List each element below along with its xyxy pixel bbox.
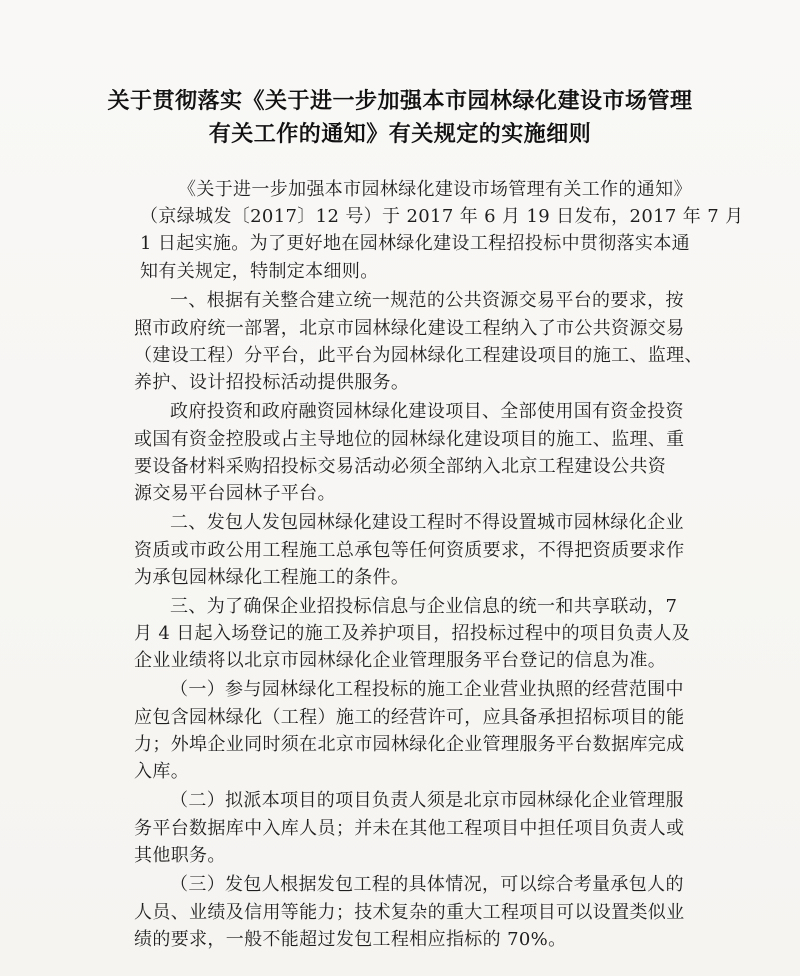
body-line: 三、为了确保企业招投标信息与企业信息的统一和共享联动，7 <box>170 596 678 617</box>
body-line: 一、根据有关整合建立统一规范的公共资源交易平台的要求，按 <box>170 290 684 311</box>
body-line: 应包含园林绿化（工程）施工的经营许可，应具备承担招标项目的能 <box>134 707 685 728</box>
body-line: （一）参与园林绿化工程投标的施工企业营业执照的经营范围中 <box>170 679 684 700</box>
document-title-line-1: 关于贯彻落实《关于进一步加强本市园林绿化建设市场管理 <box>107 89 693 114</box>
body-line: （二）拟派本项目的项目负责人须是北京市园林绿化企业管理服 <box>170 790 684 811</box>
body-line: 政府投资和政府融资园林绿化建设项目、全部使用国有资金投资 <box>170 401 684 422</box>
body-line: 人员、业绩及信用等能力；技术复杂的重大工程项目可以设置类似业 <box>134 902 685 923</box>
body-line: （京绿城发〔2017〕12 号）于 2017 年 6 月 19 日发布，2017 年 7 月 <box>140 206 744 227</box>
body-line: 养护、设计招投标活动提供服务。 <box>134 372 410 393</box>
body-line: 《关于进一步加强本市园林绿化建设市场管理有关工作的通知》 <box>178 179 692 200</box>
body-line: （三）发包人根据发包工程的具体情况，可以综合考量承包人的 <box>170 874 684 895</box>
body-line: 照市政府统一部署，北京市园林绿化建设工程纳入了市公共资源交易 <box>134 318 685 339</box>
body-line: 源交易平台园林子平台。 <box>134 483 336 504</box>
body-line: 力；外埠企业同时须在北京市园林绿化企业管理服务平台数据库完成 <box>134 734 685 755</box>
body-line: 为承包园林绿化工程施工的条件。 <box>134 567 410 588</box>
body-line: 其他职务。 <box>134 845 226 866</box>
document-title-line-2: 有关工作的通知》有关规定的实施细则 <box>208 122 592 147</box>
body-line: 企业业绩将以北京市园林绿化企业管理服务平台登记的信息为准。 <box>134 650 667 671</box>
body-line: 知有关规定，特制定本细则。 <box>140 261 379 282</box>
body-line: （建设工程）分平台，此平台为园林绿化工程建设项目的施工、监理、 <box>134 345 703 366</box>
body-line: 月 4 日起入场登记的施工及养护项目，招投标过程中的项目负责人及 <box>134 623 691 644</box>
body-line: 要设备材料采购招投标交易活动必须全部纳入北京工程建设公共资 <box>134 456 667 477</box>
body-line: 资质或市政公用工程施工总承包等任何资质要求，不得把资质要求作 <box>134 540 685 561</box>
body-line: 绩的要求，一般不能超过发包工程相应指标的 70%。 <box>134 929 567 950</box>
body-line: 务平台数据库中入库人员；并未在其他工程项目中担任项目负责人或 <box>134 818 685 839</box>
body-line: 入库。 <box>134 761 190 782</box>
body-line: 1 日起实施。为了更好地在园林绿化建设工程招投标中贯彻落实本通 <box>140 233 691 254</box>
body-line: 二、发包人发包园林绿化建设工程时不得设置城市园林绿化企业 <box>170 512 684 533</box>
body-line: 或国有资金控股或占主导地位的园林绿化建设项目的施工、监理、重 <box>134 429 685 450</box>
